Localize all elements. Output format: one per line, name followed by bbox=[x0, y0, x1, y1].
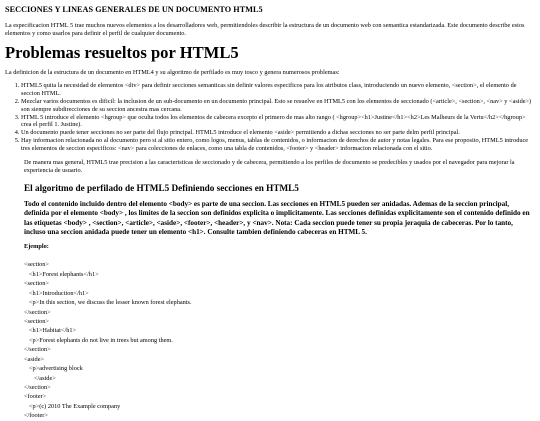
code-line: </section> bbox=[24, 346, 51, 354]
indented-content bbox=[24, 159, 535, 421]
code-line: </section> bbox=[24, 384, 51, 392]
list-item: 5. Hay informacion relacionada no al documento pero si al sitio entero, como logos, menus, tablas de contenidos, o informacion de derechos de autor y notas legales. Para ese proposito, HTML5 introduce tres elementos de seccion especificos: <nav> para colecciones de enlaces, como una tabla de contenidos, <footer> y <header> informacion relacionada con el sitio. bbox=[21, 137, 535, 153]
code-line: <p>advertising block bbox=[29, 365, 83, 373]
code-line: <h1>Forest elephants</h1> bbox=[29, 270, 99, 278]
list-item: 3. HTML 5 introduce el elemento <hgroup> que oculta todos los elementos de cabecera excepto el primero de mas alto rango ( <hgroup><h1>Justine</h1><h2>Les Malheurs de la Vertu</h2></hgroup> crea el perfil 1. Justine). bbox=[21, 114, 535, 130]
lead-paragraph: La definicion de la estructura de un documento en HTML4 y su algoritmo de perfilado es muy tosco y genera numerosos problemas: bbox=[5, 69, 340, 77]
problems-list bbox=[5, 82, 535, 153]
code-line: </aside> bbox=[34, 374, 56, 382]
sections-paragraph: Todo el contenido incluido dentro del elemento <body> es parte de una seccion. Las secciones en HTML5 pueden ser anidadas. Ademas de la seccion principal, definida por el elemento <body> , los limites de la seccion son definidos explicita o implicitamente. Las secciones definidas explicitamente son el contenido definido en las etiquetas <body> , <section>, <article>, <aside>, <footer>, <header>, y <nav>. Nota: Cada seccion puede tener su propia jeraquia de cabeceras. Por lo tanto, incluso una seccion anidada puede tener un elemento <h1>. Consulte tambien definiendo cabeceras en HTML 5. bbox=[24, 200, 530, 237]
code-line: <h1>Habitat</h1> bbox=[29, 327, 77, 335]
code-example bbox=[24, 260, 535, 420]
code-line: <footer> bbox=[24, 393, 47, 401]
code-line: <section> bbox=[24, 280, 49, 288]
subheading: El algoritmo de perfilado de HTML5 Definiendo secciones en HTML5 bbox=[24, 182, 299, 193]
page-title: SECCIONES Y LINEAS GENERALES DE UN DOCUMENTO HTML5 bbox=[5, 5, 263, 14]
code-line: <h1>Introduction</h1> bbox=[29, 289, 89, 297]
list-item: 2. Mezclar varios documentos es dificil: la inclusion de un sub-documento en un documento principal. Esto se resuelve en HTML5 con los elementos de seccionado (<article>, <section>, <nav> y <aside>) son siempre subdirecciones de su seccion ancestra mas cercana. bbox=[21, 98, 535, 114]
intro-paragraph: La especificacion HTML 5 trae muchos nuevos elementos a los desarrolladores web, permitiendoles describir la estructura de un documento web con semantica estandarizada. Este documento describe estos elementos y como usarlos para definir el perfil de cualquier documento. bbox=[5, 22, 525, 38]
code-line: </footer> bbox=[24, 412, 48, 420]
code-line: <p>(c) 2010 The Example company bbox=[29, 402, 121, 410]
example-label: Ejemplo: bbox=[24, 243, 49, 251]
summary-paragraph: De manera mas general, HTML5 trae precision a las caracteristicas de seccionado y de cabecera, permitiendo a los perfiles de documento se predecibles y usados por el navegador para mejorar la experiencia de usuario. bbox=[24, 158, 515, 174]
code-line: <section> bbox=[24, 317, 49, 325]
code-line: <aside> bbox=[24, 355, 45, 363]
list-item: 4. Un documento puede tener secciones no ser parte del flujo principal. HTML5 introduce el elemento <aside> permitiendo a dichas secciones no ser parte delm perfil principal. bbox=[21, 129, 535, 137]
list-item: 1. HTML5 quita la necesidad de elementos <div> para definir secciones semanticas sin definir valores especificos para los atributos class, introduciendo un nuevo elemento, <section>, el elemento de seccion HTML. bbox=[21, 82, 535, 98]
code-line: <p>Forest elephants do not live in trees but among them. bbox=[29, 336, 173, 344]
code-line: </section> bbox=[24, 308, 51, 316]
code-line: <section> bbox=[24, 261, 49, 269]
code-line: <p>In this section, we discuss the lesser known forest elephants. bbox=[29, 299, 192, 307]
section-heading: Problemas resueltos por HTML5 bbox=[5, 42, 239, 62]
